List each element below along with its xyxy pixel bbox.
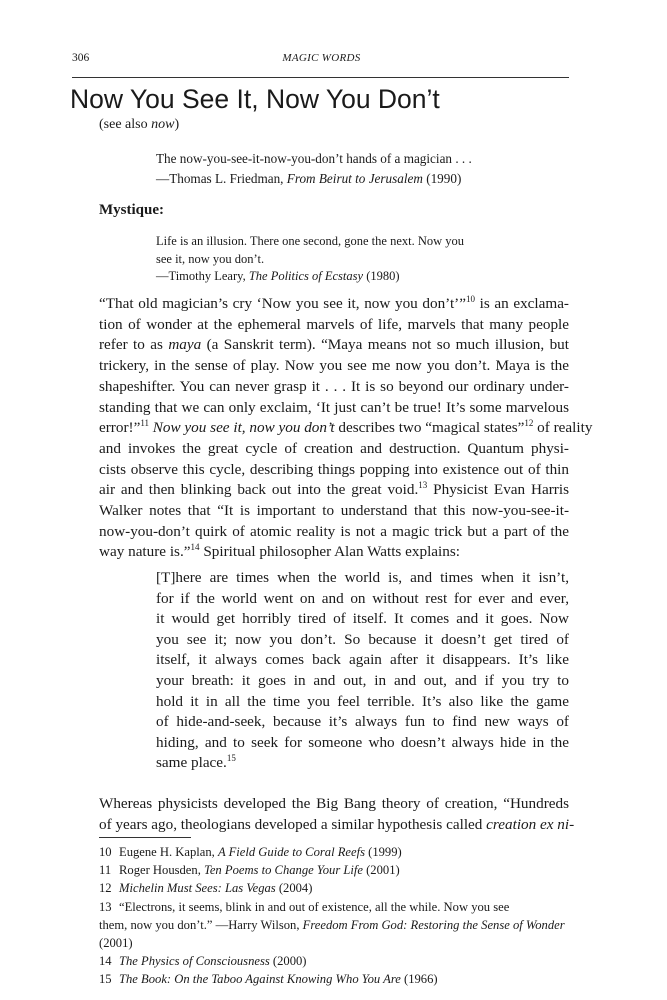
text-run: of reality [533,419,593,437]
quote-line: for if the world went on and on without rest for ever and ever, [156,589,569,607]
running-head [72,52,571,66]
epigraph-quote: The now-you-see-it-now-you-don’t hands of a magician . . . [156,151,472,166]
footnote [99,843,569,861]
text-run: “That old magician’s cry ‘Now you see it, now you don’t’” [99,295,466,312]
footnote-year: (2004) [275,881,313,896]
footnote-title: Freedom From God: Restoring the Sense of Wonder [302,917,565,932]
paragraph-line [99,418,593,439]
mystique-year: (1980) [363,269,400,283]
footnote-text: them, now you don’t.” —Harry Wilson, [99,917,303,932]
epigraph-leary [156,233,576,286]
footnote [99,861,569,879]
mystique-attribution [156,268,576,286]
header-rule [72,77,569,78]
footnote-number: 13 [99,899,112,914]
paragraph-line: Whereas physicists developed the Big Bang theory of creation, “Hundreds [99,795,569,812]
footnote-title: The Book: On the Taboo Against Knowing Who You Are [119,972,401,987]
footnote-ref-15: 15 [226,753,236,764]
paragraph-line: tion of wonder at the ephemeral marvels of life, marvels that many people [99,315,569,333]
see-also-prefix: (see also [99,117,152,132]
mystique-label: Mystique: [99,202,164,218]
text-run: error!” [99,419,141,437]
text-run: Physicist Evan Harris [427,481,569,499]
italic-phrase: Now you see it, now you don’t [148,419,335,437]
running-title: MAGIC WORDS [282,52,361,64]
footnote-number: 10 [99,845,112,859]
footnote-text: Eugene H. Kaplan, [119,845,218,859]
footnote-number: 12 [99,881,112,896]
footnote-ref-10: 10 [465,294,475,304]
paragraph-line: shapeshifter. You can never grasp it . . . It is so beyond our ordinary under- [99,377,569,395]
epigraph-author: —Thomas L. Friedman, [156,171,287,186]
paragraph-line [99,335,569,356]
footnote-year: (1966) [400,972,438,987]
footnote-text: “Electrons, it seems, blink in and out of existence, all the while. Now you see [119,899,510,914]
footnote-title: The Physics of Consciousness [119,954,270,969]
footnote-ref-14: 14 [190,542,200,553]
quote-line: hiding, and to seek for someone who doesn’t always hide in the [156,733,569,751]
footnote [99,898,569,916]
footnote-title: Michelin Must Sees: Las Vegas [119,881,276,896]
quote-line: [T]here are times when the world is, and times when it isn’t, [156,569,569,586]
mystique-source: The Politics of Ecstasy [248,269,364,283]
footnote-number: 11 [99,863,112,878]
text-run: (a Sanskrit term). “Maya means not so much illusion, but [201,336,569,354]
paragraph-line: now-you-don’t quirk of atomic reality is not a magic trick but a part of the [99,522,569,540]
mystique-line-2: see it, now you don’t. [156,251,265,266]
footnotes [99,843,569,989]
paragraph-line: standing that we can only exclaim, ‘It just can’t be true! It’s some marvelous [99,398,569,416]
footnote-number: 14 [99,954,112,969]
footnote-ref-12: 12 [524,418,534,429]
footnote [99,952,569,970]
paragraph-line: trickery, in the sense of play. Now you see me now you don’t. Maya is the [99,357,569,375]
footnote-title: Ten Poems to Change Your Life [204,863,363,878]
footnote-number: 15 [99,972,112,987]
paragraph-line [99,815,575,836]
epigraph-friedman [156,149,576,189]
footnote-continued [99,934,569,952]
text-run: describes two “magical states” [334,419,525,437]
text-run: of years ago, theologians developed a similar hypothesis called [99,815,487,833]
paragraph-line [99,294,569,315]
footnote-text: Roger Housden, [119,863,204,878]
footnote-year: (2001) [362,863,400,878]
footnote-ref-11: 11 [140,418,149,429]
paragraph-line [99,480,569,501]
footnote-year: (1999) [365,845,402,859]
quote-line [156,753,569,774]
quote-line: it would get horribly tired of itself. It comes and it goes. Now [156,610,569,628]
footnote-ref-13: 13 [418,480,428,491]
text-run: air and then blinking back out into the great void. [99,481,419,499]
footnote [99,970,569,988]
epigraph-source: From Beirut to Jerusalem [286,171,423,186]
paragraph-line: and invokes the great cycle of creation and destruction. Quantum physi- [99,439,569,457]
paragraph-line: Walker notes that “It is important to understand that this now-you-see-it- [99,502,569,520]
see-also-suffix: ) [174,117,180,132]
page-number: 306 [72,52,90,64]
quote-line: of hide-and-seek, because it’s always fun to find new ways of [156,713,569,731]
footnote-rule [99,837,191,838]
body-paragraph-2 [99,794,575,835]
text-run: same place. [156,754,227,772]
quote-line: itself, it always comes back again after it disappears. It’s like [156,651,569,669]
epigraph-attribution [156,169,576,189]
text-run: refer to as [99,336,169,354]
text-run: is an exclama- [474,295,569,312]
footnote-title: A Field Guide to Coral Reefs [217,845,365,859]
see-also-link: now [151,117,175,132]
quote-line: your breath: it goes in and out, in and out, and if you try to [156,671,569,689]
italic-phrase: creation ex ni- [486,815,575,833]
text-run: Spiritual philosopher Alan Watts explains: [199,543,460,561]
maya-term: maya [168,336,202,354]
footnote-year: (2000) [269,954,307,969]
footnote [99,879,569,897]
epigraph-year: (1990) [422,171,462,186]
quote-line: hold it in all the time you feel terrible. It’s also like the game [156,692,569,710]
paragraph-line: cists observe this cycle, describing things popping into existence out of thin [99,460,569,478]
body-paragraph-1 [99,294,593,563]
block-quote-watts [156,568,569,774]
mystique-author: —Timothy Leary, [156,269,249,283]
quote-line: you see it; now you don’t. So because it doesn’t get tired of [156,630,569,648]
text-run: way nature is.” [99,543,191,561]
see-also-note [99,117,179,133]
footnote-text: (2001) [99,936,133,951]
footnote-continued [99,916,569,934]
paragraph-line [99,542,569,563]
entry-title: Now You See It, Now You Don’t [70,84,440,114]
mystique-line-1: Life is an illusion. There one second, gone the next. Now you [156,234,465,248]
